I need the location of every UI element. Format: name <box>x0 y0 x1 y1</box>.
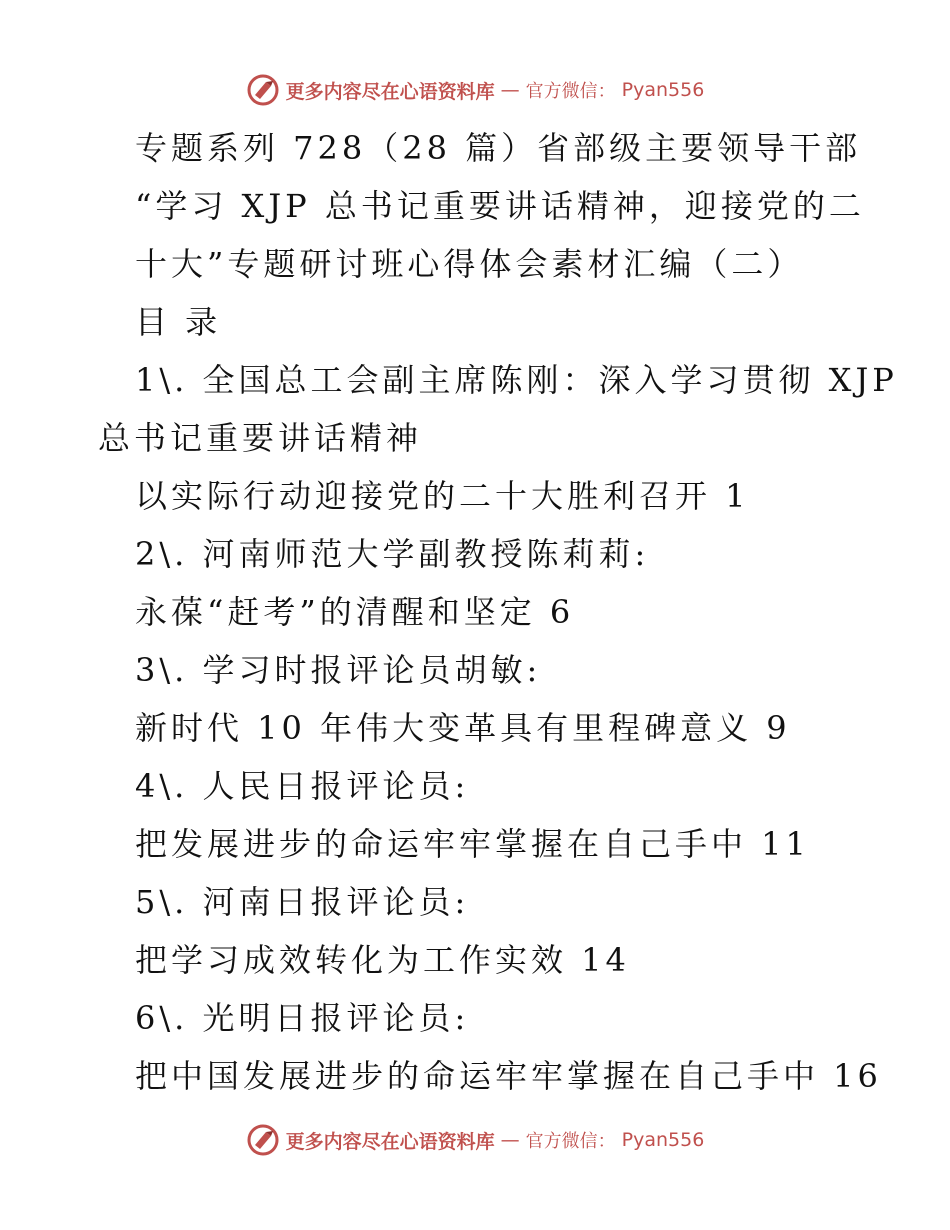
watermark-label: 官方微信： <box>525 1131 616 1152</box>
toc-item-2-line-a: 2\. 河南师范大学副教授陈莉莉: <box>135 535 650 573</box>
watermark-separator: — <box>500 79 520 101</box>
toc-item-6-line-a: 6\. 光明日报评论员: <box>135 999 470 1037</box>
toc-item-3-line-b: 新时代 10 年伟大变革具有里程碑意义 9 <box>135 709 791 747</box>
toc-heading: 目 录 <box>135 303 222 341</box>
toc-item-1-line-a: 1\. 全国总工会副主席陈刚：深入学习贯彻 XJP <box>135 361 898 399</box>
title-line-2: “学习 XJP 总书记重要讲话精神，迎接党的二 <box>135 187 865 225</box>
toc-item-2-line-b: 永葆“赶考”的清醒和坚定 6 <box>135 593 575 631</box>
footer-watermark <box>0 1120 950 1160</box>
watermark-separator: — <box>500 1129 520 1151</box>
toc-item-1-line-b: 以实际行动迎接党的二十大胜利召开 1 <box>135 477 750 515</box>
watermark-label: 官方微信： <box>525 81 616 102</box>
toc-item-5-line-a: 5\. 河南日报评论员: <box>135 883 470 921</box>
toc-item-4-line-a: 4\. 人民日报评论员: <box>135 767 470 805</box>
watermark-wechat-id: Pyan556 <box>621 79 705 101</box>
toc-item-6-line-b: 把中国发展进步的命运牢牢掌握在自己手中 16 <box>135 1057 882 1095</box>
title-line-3: 十大”专题研讨班心得体会素材汇编（二） <box>135 245 804 283</box>
watermark-wechat-id: Pyan556 <box>621 1129 705 1151</box>
toc-item-4-line-b: 把发展进步的命运牢牢掌握在自己手中 11 <box>135 825 810 863</box>
toc-item-1-line-a2: 总书记重要讲话精神 <box>98 419 423 457</box>
logo-icon <box>246 1123 280 1157</box>
watermark-text: 更多内容尽在心语资料库 <box>285 1130 495 1153</box>
toc-item-3-line-a: 3\. 学习时报评论员胡敏: <box>135 651 542 689</box>
title-line-1: 专题系列 728（28 篇）省部级主要领导干部 <box>135 129 862 167</box>
header-watermark <box>0 70 950 110</box>
logo-icon <box>246 73 280 107</box>
watermark-text: 更多内容尽在心语资料库 <box>285 80 495 103</box>
toc-item-5-line-b: 把学习成效转化为工作实效 14 <box>135 941 630 979</box>
